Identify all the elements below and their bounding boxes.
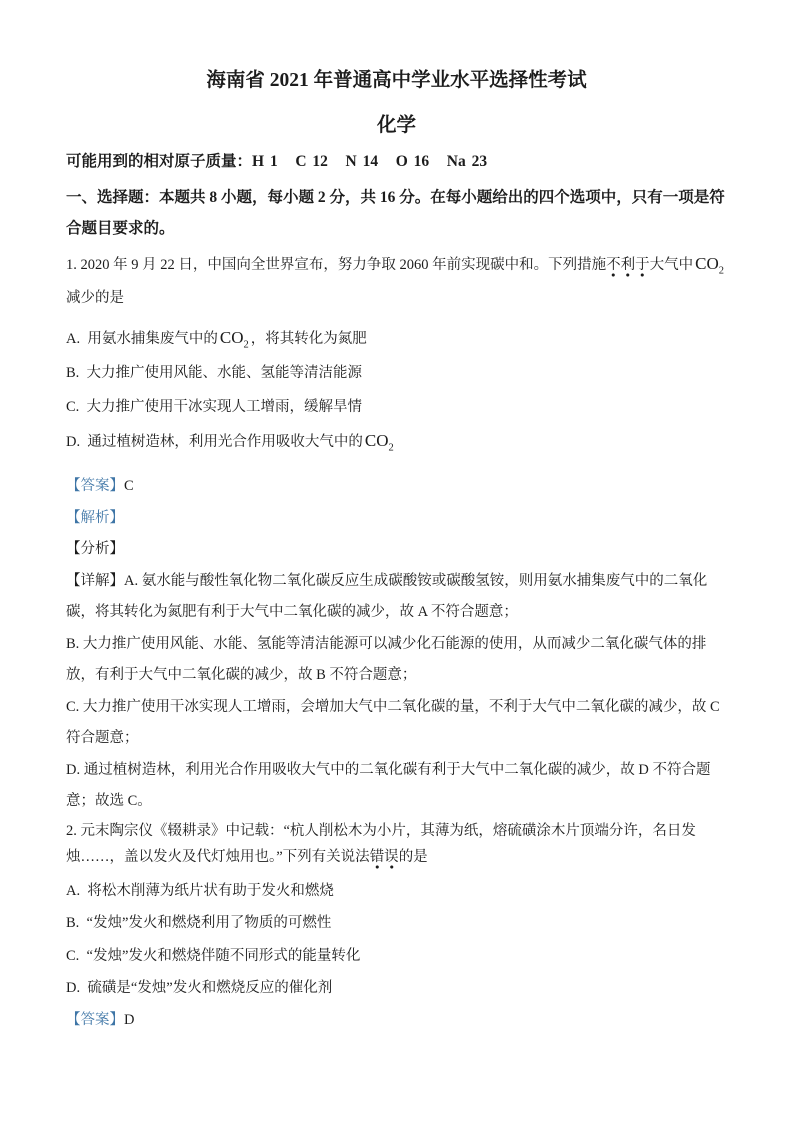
q1-detail-a: 【详解】A. 氨水能与酸性氧化物二氧化碳反应生成碳酸铵或碳酸氢铵，则用氨水捕集废气中的二氧化碳，将其转化为氮肥有利于大气中二氧化碳的减少，故 A 不符合题意； [66,572,708,620]
answer-label: 【答案】 [66,1011,124,1028]
q1-stem-end: 减少的是 [66,290,124,306]
question-2-stem [66,818,727,871]
formula-subscript: 2 [243,339,249,351]
q1-option-a-text: A. 用氨水捕集废气中的 [66,331,218,347]
q1-detail-b: B. 大力推广使用风能、水能、氢能等清洁能源可以减少化石能源的使用，从而减少二氧化碳气体的排放，有利于大气中二氧化碳的减少，故 B 不符合题意； [66,635,707,683]
q2-answer-line [66,1005,727,1037]
q1-fenxi-label: 【分析】 [66,541,124,557]
q1-option-d-text: D. 通过植树造林，利用光合作用吸收大气中的 [66,434,363,450]
exam-title: 海南省 2021 年普通高中学业水平选择性考试 [206,70,587,91]
q2-emphasized-term: 错误 [370,849,399,869]
q1-stem-mid: 大气中 [649,257,694,273]
q1-emphasized-term: 不利于 [606,257,650,277]
q2-option-b: B. “发烛”发火和燃烧利用了物质的可燃性 [66,915,332,931]
q1-option-c: C. 大力推广使用干冰实现人工增雨，缓解旱情 [66,399,363,415]
atomic-mass-note [66,150,727,174]
q1-option-b: B. 大力推广使用风能、水能、氢能等清洁能源 [66,365,363,381]
q1-answer-value: C [124,478,134,494]
co2-formula [693,254,726,277]
section-instruction: 一、选择题：本题共 8 小题，每小题 2 分，共 16 分。在每小题给出的四个选项中，只有一项是符合题目要求的。 [66,189,725,237]
q1-options [66,321,727,459]
q1-option-a-tail: ，将其转化为氮肥 [250,331,367,347]
q2-stem-text: 2. 元末陶宗仪《辍耕录》中记载：“杭人削松木为小片，其薄为纸，熔硫磺涂木片顶端分许，名日发烛……，盖以发火及代灯烛用也。”下列有关说法 [66,822,696,865]
question-1-stem [66,247,727,315]
q1-jiexi-label: 【解析】 [66,509,124,526]
q2-option-d: D. 硫磺是“发烛”发火和燃烧反应的催化剂 [66,980,333,996]
formula-symbol: CO [695,254,719,273]
formula-symbol: CO [364,431,389,450]
atomic-mass-values: H 1 C 12 N 14 O 16 Na 23 [252,153,488,170]
co2-formula [363,431,396,454]
q1-detail-d: D. 通过植树造林，利用光合作用吸收大气中的二氧化碳有利于大气中二氧化碳的减少，故 D 不符合题意；故选 C。 [66,761,711,809]
formula-symbol: CO [219,328,244,347]
q2-answer-value: D [124,1011,135,1028]
atomic-mass-label: 可能用到的相对原子质量： [66,153,253,170]
formula-subscript: 2 [718,265,724,277]
q2-options [66,875,727,1005]
formula-subscript: 2 [388,442,394,454]
q2-option-c: C. “发烛”发火和燃烧伴随不同形式的能量转化 [66,947,361,964]
co2-formula [218,328,251,351]
q1-answer-line [66,471,727,503]
exam-subject: 化学 [376,115,416,136]
q1-stem-text: 1. 2020 年 9 月 22 日，中国向全世界宣布，努力争取 2060 年前实现碳中和。下列措施 [66,257,607,273]
q2-option-a: A. 将松木削薄为纸片状有助于发火和燃烧 [66,882,334,899]
q1-option-a [66,321,727,356]
q1-option-d [66,424,727,459]
q1-detail-c: C. 大力推广使用干冰实现人工增雨，会增加大气中二氧化碳的量，不利于大气中二氧化碳的减少，故 C 符合题意； [66,698,724,746]
q2-stem-end: 的是 [398,849,428,865]
answer-label: 【答案】 [66,478,124,494]
